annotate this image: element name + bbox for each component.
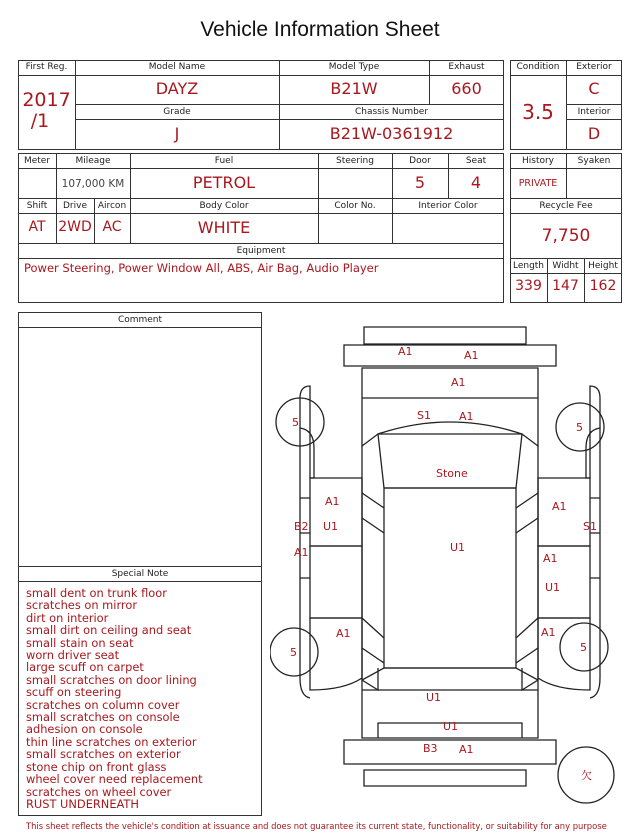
drive-value: 2WD [58, 219, 92, 235]
left-front-fender [300, 386, 314, 478]
special-note-item: thin line scratches on exterior [26, 734, 197, 749]
height-value: 162 [589, 278, 617, 294]
damage-hood-a1: A1 [459, 410, 474, 423]
interior-color-label: Interior Color [418, 201, 478, 211]
damage-front-bumper-left: A1 [398, 345, 413, 358]
special-note-item: small scratches on exterior [26, 747, 181, 762]
drive-label: Drive [63, 201, 87, 211]
meter-label: Meter [23, 156, 51, 166]
body-color-label: Body Color [199, 201, 249, 211]
special-note-item: small scratches on console [26, 710, 180, 725]
exterior-label: Exterior [576, 62, 612, 72]
damage-right-rear: A1 [541, 626, 556, 639]
recycle-fee-value: 7,750 [541, 226, 591, 246]
recycle-fee-label: Recycle Fee [539, 201, 593, 211]
left-side-front [310, 478, 362, 546]
damage-rear-bumper-b3: B3 [423, 742, 438, 755]
damage-right-rear-door-a1: A1 [543, 552, 558, 565]
damage-hood-s1: S1 [417, 409, 431, 422]
special-note-item: small dirt on ceiling and seat [26, 623, 192, 638]
damage-tire-front-left: 5 [292, 416, 299, 429]
special-note-item: RUST UNDERNEATH [26, 796, 139, 811]
width-label: Widht [552, 261, 579, 271]
hood [362, 368, 538, 446]
equipment-label: Equipment [236, 246, 286, 256]
damage-tailgate-u1: U1 [426, 691, 442, 704]
door-label: Door [409, 156, 431, 166]
rear-bumper-lower [364, 770, 526, 786]
special-note-item: scratches on wheel cover [26, 784, 172, 799]
special-notes-list [26, 587, 258, 810]
mileage-label: Mileage [75, 156, 111, 166]
damage-roof: U1 [450, 541, 466, 554]
interior-value: D [587, 124, 601, 143]
special-note-item: small stain on seat [26, 635, 134, 650]
steering-label: Steering [336, 156, 374, 166]
special-note-item: wheel cover need replacement [26, 772, 203, 787]
door-value: 5 [414, 173, 426, 192]
page-title: Vehicle Information Sheet [200, 18, 440, 41]
grade-value: J [174, 124, 180, 143]
seat-label: Seat [465, 156, 487, 166]
damage-right-rear-door-u1: U1 [545, 581, 561, 594]
damage-tire-rear-right: 5 [580, 641, 587, 654]
damage-tire-front-right: 5 [576, 421, 583, 434]
grade-label: Grade [163, 107, 191, 117]
length-label: Length [512, 261, 545, 271]
rear-bumper [344, 740, 556, 764]
exhaust-label: Exhaust [448, 62, 485, 72]
model-type-label: Model Type [328, 62, 380, 72]
first-reg-year: 2017 [22, 89, 71, 111]
model-name-value: DAYZ [155, 79, 199, 98]
damage-left-a1: A1 [294, 546, 309, 559]
special-note-item: large scuff on carpet [26, 660, 144, 675]
damage-left-front-fender: A1 [325, 495, 340, 508]
condition-value: 3.5 [522, 100, 554, 124]
body-color-value: WHITE [197, 218, 251, 237]
first-reg-label: First Reg. [25, 62, 68, 72]
damage-tire-rear-left: 5 [290, 646, 297, 659]
front-bumper-lower [344, 345, 556, 366]
damage-hood: A1 [451, 376, 466, 389]
fuel-label: Fuel [214, 156, 234, 166]
shift-label: Shift [26, 201, 48, 211]
chassis-number-value: B21W-0361912 [329, 124, 454, 143]
history-value: PRIVATE [518, 178, 558, 189]
damage-left-b2: B2 [294, 520, 309, 533]
model-type-value: B21W [330, 79, 378, 98]
equipment-value: Power Steering, Power Window All, ABS, Air Bag, Audio Player [24, 261, 379, 275]
exterior-value: C [588, 79, 600, 98]
length-value: 339 [515, 278, 542, 294]
special-note-item: small scratches on door lining [26, 672, 197, 687]
left-side-rear [310, 546, 362, 618]
damage-front-bumper-right: A1 [464, 349, 479, 362]
model-name-label: Model Name [148, 62, 206, 72]
damage-left-rear: A1 [336, 627, 351, 640]
disclaimer-footer: This sheet reflects the vehicle's condition at issuance and does not guarantee its current state, functionality, or suitability for any purpose [26, 821, 607, 831]
damage-tailgate-u1-2: U1 [443, 720, 459, 733]
special-note-item: stone chip on front glass [26, 759, 167, 774]
damage-rear-bumper-a1: A1 [459, 743, 474, 756]
history-label: History [521, 156, 555, 166]
comment-label: Comment [117, 315, 163, 325]
condition-label: Condition [516, 62, 560, 72]
special-note-item: worn driver seat [26, 648, 120, 663]
mileage-value: 107,000 KM [61, 178, 125, 190]
aircon-value: AC [102, 219, 122, 235]
damage-right-front-door: A1 [552, 500, 567, 513]
front-bumper [364, 327, 526, 344]
right-front-fender [586, 386, 600, 478]
special-note-item: adhesion on console [26, 722, 143, 737]
damage-right-s1: S1 [583, 520, 597, 533]
fuel-value: PETROL [192, 173, 256, 192]
special-note-item: scratches on mirror [26, 598, 138, 613]
special-note-label: Special Note [111, 569, 169, 579]
height-label: Height [588, 261, 618, 271]
width-value: 147 [552, 278, 579, 294]
aircon-label: Aircon [97, 201, 127, 211]
shift-value: AT [28, 219, 46, 235]
exhaust-value: 660 [451, 79, 482, 98]
car-damage-diagram [270, 318, 630, 818]
special-note-item: scratches on column cover [26, 697, 180, 712]
damage-windshield: Stone [436, 467, 468, 480]
special-note-item: small dent on trunk floor [26, 586, 167, 600]
damage-spare-tire: 欠 [581, 769, 592, 782]
syaken-label: Syaken [577, 156, 611, 166]
first-reg-month: /1 [30, 110, 50, 132]
special-note-item: scuff on steering [26, 685, 122, 700]
chassis-number-label: Chassis Number [354, 107, 429, 117]
damage-left-front-u1: U1 [323, 520, 339, 533]
special-note-item: dirt on interior [26, 610, 109, 625]
roof [384, 488, 516, 668]
seat-value: 4 [470, 173, 482, 192]
color-no-label: Color No. [334, 201, 376, 211]
interior-label: Interior [577, 107, 611, 117]
